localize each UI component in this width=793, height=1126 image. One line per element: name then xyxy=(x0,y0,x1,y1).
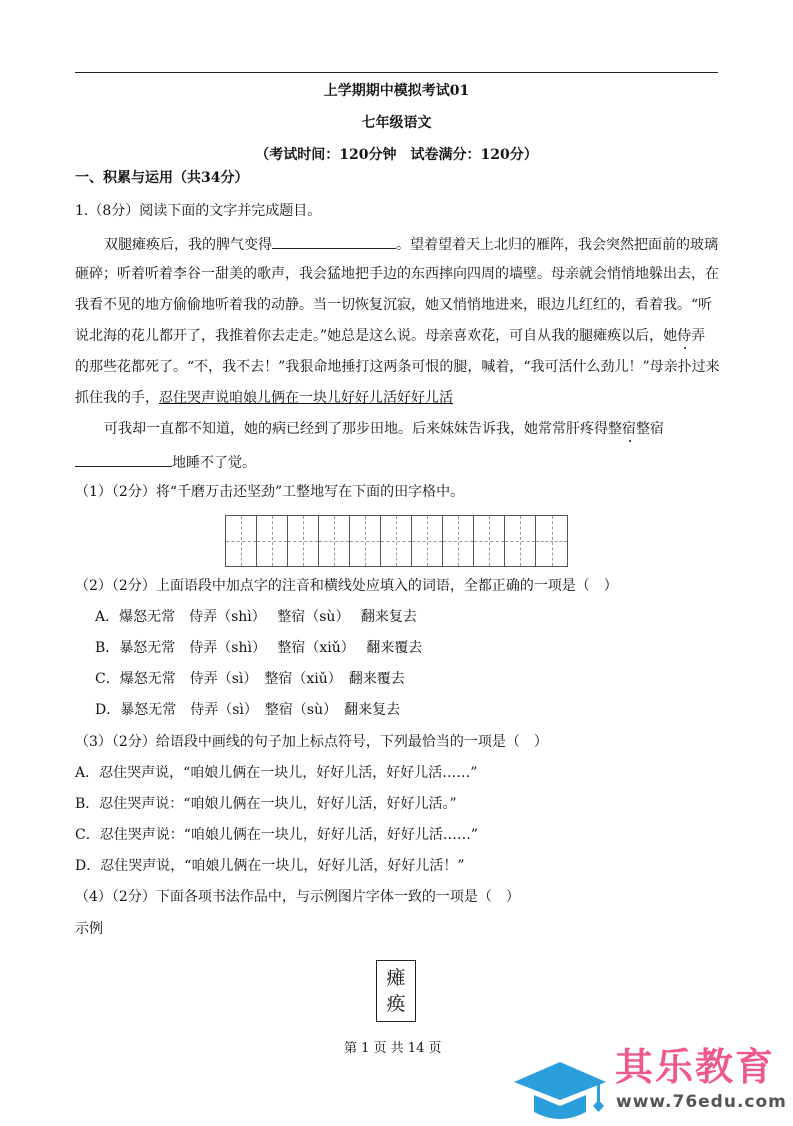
option-b: B．暴怒无常 侍弄（shì） 整宿（xiǔ） 翻来覆去 xyxy=(95,640,423,656)
calligraphy-example xyxy=(376,960,416,1022)
grid-cell[interactable] xyxy=(288,516,319,566)
sub-question-1: （1）（2分）将“千磨万击还坚劲”工整地写在下面的田字格中。 xyxy=(75,484,465,500)
passage-text: 双腿瘫痪后，我的脾气变得 xyxy=(104,237,272,253)
page-number: 第 1 页 共 14 页 xyxy=(344,1041,442,1056)
grid-cell[interactable] xyxy=(319,516,350,566)
watermark-logo xyxy=(512,1040,793,1122)
header-rule xyxy=(75,72,718,73)
grid-cell[interactable] xyxy=(536,516,567,566)
grid-cell[interactable] xyxy=(226,516,257,566)
grid-cell[interactable] xyxy=(257,516,288,566)
fill-blank xyxy=(75,452,172,467)
passage-text: 抓住我的手， xyxy=(75,390,159,406)
question-1-stem: 1.（8分）阅读下面的文字并完成题目。 xyxy=(75,203,322,219)
passage-line xyxy=(75,389,453,407)
exam-subtitle: 七年级语文 xyxy=(361,115,432,131)
option-b: B．忍住哭声说：“咱娘儿俩在一块儿，好好儿活，好好儿活。” xyxy=(75,796,457,812)
underlined-sentence: 忍住哭声说咱娘儿俩在一块儿好好儿活好好儿活 xyxy=(159,390,453,406)
example-label: 示例 xyxy=(75,921,103,937)
grid-cell[interactable] xyxy=(505,516,536,566)
passage-line xyxy=(104,234,718,254)
option-c: C．爆怒无常 侍弄（sì） 整宿（xiǔ） 翻来覆去 xyxy=(95,671,405,687)
fill-blank xyxy=(272,234,396,249)
grid-cell[interactable] xyxy=(350,516,381,566)
sub-question-3: （3）（2分）给语段中画线的句子加上标点符号，下列最恰当的一项是（ ） xyxy=(75,734,548,750)
passage-line xyxy=(104,420,664,438)
section-heading: 一、积累与运用（共34分） xyxy=(75,170,249,186)
passage-line xyxy=(75,452,256,472)
watermark-url: www.76edu.com xyxy=(616,1092,787,1112)
example-char: 痪 xyxy=(386,993,406,1015)
passage-line: 的那些花都死了。“不，我不去！”我狠命地捶打这两条可恨的腿，喊着，“我可活什么劲儿！”母亲扑过来 xyxy=(75,359,720,375)
option-a: A．忍住哭声说，“咱娘儿俩在一块儿，好好儿活，好好儿活……” xyxy=(75,765,478,781)
passage-text: 弄 xyxy=(691,328,706,344)
option-a: A．爆怒无常 侍弄（shì） 整宿（sù） 翻来复去 xyxy=(95,609,417,625)
grid-cell[interactable] xyxy=(381,516,412,566)
option-d: D．忍住哭声说，“咱娘儿俩在一块儿，好好儿活，好好儿活！” xyxy=(75,858,465,874)
option-c: C．忍住哭声说：“咱娘儿俩在一块儿，好好儿活，好好儿活……” xyxy=(75,827,479,843)
option-d: D．暴怒无常 侍弄（sì） 整宿（sù） 翻来复去 xyxy=(95,702,401,718)
exam-info: （考试时间：120分钟 试卷满分：120分） xyxy=(255,147,538,163)
grid-cell[interactable] xyxy=(412,516,443,566)
sub-question-2: （2）（2分）上面语段中加点字的注音和横线处应填入的词语，全都正确的一项是（ ） xyxy=(75,578,618,594)
dotted-char: 宿 xyxy=(622,421,636,437)
passage-line: 砸碎；听着听着李谷一甜美的歌声，我会猛地把手边的东西摔向四周的墙壁。母亲就会悄悄地躲出去，在 xyxy=(75,266,719,282)
dotted-char: 侍 xyxy=(677,328,692,344)
exam-title: 上学期期中模拟考试01 xyxy=(323,83,470,99)
passage-text: 。望着望着天上北归的雁阵，我会突然把面前的玻璃 xyxy=(396,237,718,253)
passage-text: 整宿 xyxy=(636,421,664,437)
grid-cell[interactable] xyxy=(474,516,505,566)
passage-text: 地睡不了觉。 xyxy=(172,455,256,471)
writing-grid[interactable] xyxy=(225,515,568,567)
passage-line: 我看不见的地方偷偷地听着我的动静。当一切恢复沉寂，她又悄悄地进来，眼边儿红红的，看着我。“听 xyxy=(75,297,713,313)
example-char: 瘫 xyxy=(386,967,406,989)
sub-question-4: （4）（2分）下面各项书法作品中，与示例图片字体一致的一项是（ ） xyxy=(75,889,520,905)
passage-text: 可我却一直都不知道，她的病已经到了那步田地。后来妹妹告诉我，她常常肝疼得整 xyxy=(104,421,622,437)
watermark-text: 其乐教育 xyxy=(615,1045,776,1089)
graduation-cap-icon xyxy=(512,1040,612,1122)
passage-line xyxy=(75,327,705,345)
passage-text: 说北海的花儿都开了，我推着你去走走。”她总是这么说。母亲喜欢花，可自从我的腿瘫痪以后，她 xyxy=(75,328,678,344)
grid-cell[interactable] xyxy=(443,516,474,566)
